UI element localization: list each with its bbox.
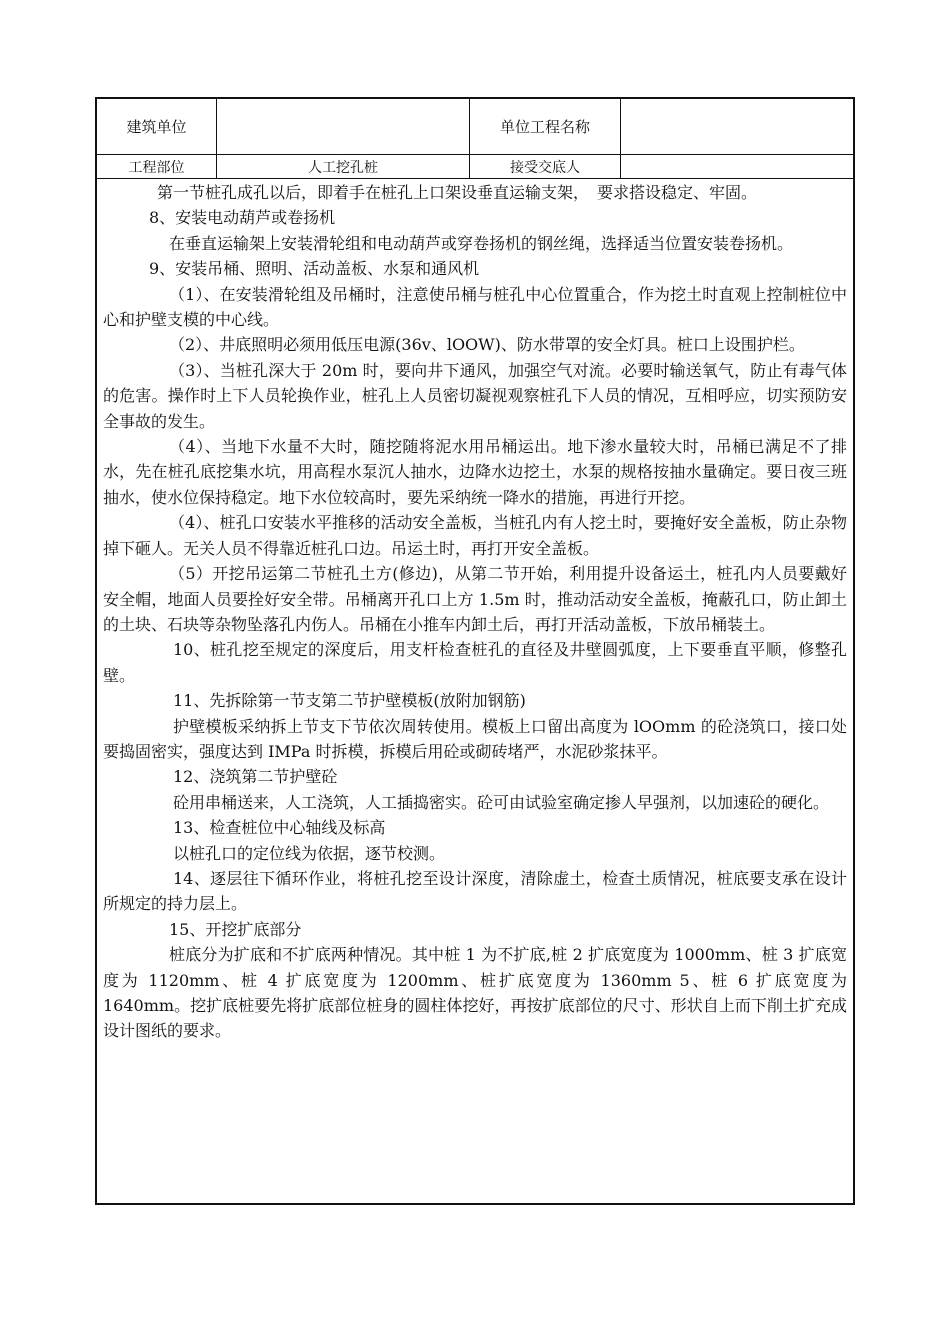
header-row-1 [97, 99, 853, 155]
paragraph: 11、先拆除第一节支第二节护壁模板(放附加钢筋) [173, 691, 526, 711]
paragraph: （3）、当桩孔深大于 20m 时，要向井下通风，加强空气对流。必要时输送氧气，防止有毒气体的危害。操作时上下人员轮换作业，桩孔上人员密切凝视观察桩孔下人员的情况，互相呼应，切实预防安全事故的发生。 [103, 360, 847, 431]
value-construction-unit [217, 99, 470, 154]
paragraph: 15、开挖扩底部分 [169, 919, 302, 939]
paragraph: 10、桩孔挖至规定的深度后，用支杆检查桩孔的直径及井壁圆弧度，上下要垂直平顺，修整孔壁。 [103, 640, 847, 685]
paragraph: （2）、井底照明必须用低压电源(36v、lOOW)、防水带罩的安全灯具。桩口上设围护栏。 [169, 335, 805, 355]
paragraph: 13、检查桩位中心轴线及标高 [173, 818, 386, 838]
label-project-name: 单位工程名称 [470, 99, 621, 154]
paragraph: 12、浇筑第二节护壁砼 [173, 767, 338, 787]
paragraph: （5）开挖吊运第二节桩孔土方(修边)，从第二节开始，利用提升设备运土，桩孔内人员要戴好安全帽，地面人员要拴好安全带。吊桶离开孔口上方 1.5m 时，推动活动安全盖板，掩蔽孔口，防止卸土的土块、石块等杂物坠落孔内伤人。吊桶在小推车内卸土后，再打开活动盖板，下放吊桶装土。 [103, 564, 847, 634]
paragraph: 第一节桩孔成孔以后，即着手在桩孔上口架设垂直运输支架， 要求搭设稳定、牢固。 [157, 183, 758, 202]
paragraph: 以桩孔口的定位线为依据，逐节校测。 [173, 843, 446, 863]
paragraph: （4）、当地下水量不大时，随挖随将泥水用吊桶运出。地下渗水量较大时，吊桶已满足不了排水，先在桩孔底挖集水坑，用高程水泵沉人抽水，边降水边挖土，水泵的规格按抽水量确定。要日夜三班抽水，使水位保持稳定。地下水位较高时，要先采纳统一降水的措施，再进行开挖。 [103, 437, 847, 507]
paragraph: 在垂直运输架上安装滑轮组和电动葫芦或穿卷扬机的钢丝绳，选择适当位置安装卷扬机。 [169, 233, 794, 253]
paragraph: （4）、桩孔口安装水平推移的活动安全盖板，当桩孔内有人挖土时，要掩好安全盖板，防止杂物掉下砸人。无关人员不得靠近桩孔口边。吊运土时，再打开安全盖板。 [103, 513, 847, 558]
header-row-2 [97, 155, 853, 179]
value-recipient [621, 155, 853, 178]
label-recipient: 接受交底人 [470, 155, 621, 178]
value-work-part: 人工挖孔桩 [217, 155, 470, 178]
disclosure-body [103, 180, 847, 1044]
disclosure-form [95, 97, 855, 1205]
label-construction-unit: 建筑单位 [97, 99, 217, 154]
paragraph: 14、逐层往下循环作业，将桩孔挖至设计深度，清除虚土，检查土质情况，桩底要支承在设计所规定的持力层上。 [103, 868, 847, 914]
paragraph: 8、安装电动葫芦或卷扬机 [149, 208, 336, 228]
paragraph: （1）、在安装滑轮组及吊桶时，注意使吊桶与桩孔中心位置重合，作为挖土时直观上控制桩位中心和护壁支模的中心线。 [103, 284, 847, 330]
paragraph: 护壁模板采纳拆上节支下节依次周转使用。模板上口留出高度为 lOOmm 的砼浇筑口，接口处要捣固密实，强度达到 IMPa 时拆模，拆模后用砼或砌砖堵严，水泥砂浆抹平。 [103, 716, 847, 761]
paragraph: 桩底分为扩底和不扩底两种情况。其中桩 1 为不扩底,桩 2 扩底宽度为 1000mm、桩 3 扩底宽度为 1120mm、桩 4 扩底宽度为 1200mm、桩扩底宽度为 1360mm 5、桩 6 扩底宽度为 1640mm。挖扩底桩要先将扩底部位桩身的圆柱体挖好，再按扩底部位的尺寸、形状自上而下削土扩充成设计图纸的要求。 [103, 945, 847, 1041]
value-project-name [621, 99, 853, 154]
label-work-part: 工程部位 [97, 155, 217, 178]
paragraph: 9、安装吊桶、照明、活动盖板、水泵和通风机 [149, 259, 480, 279]
paragraph: 砼用串桶送来，人工浇筑，人工插捣密实。砼可由试验室确定掺人早强剂，以加速砼的硬化。 [173, 792, 830, 812]
